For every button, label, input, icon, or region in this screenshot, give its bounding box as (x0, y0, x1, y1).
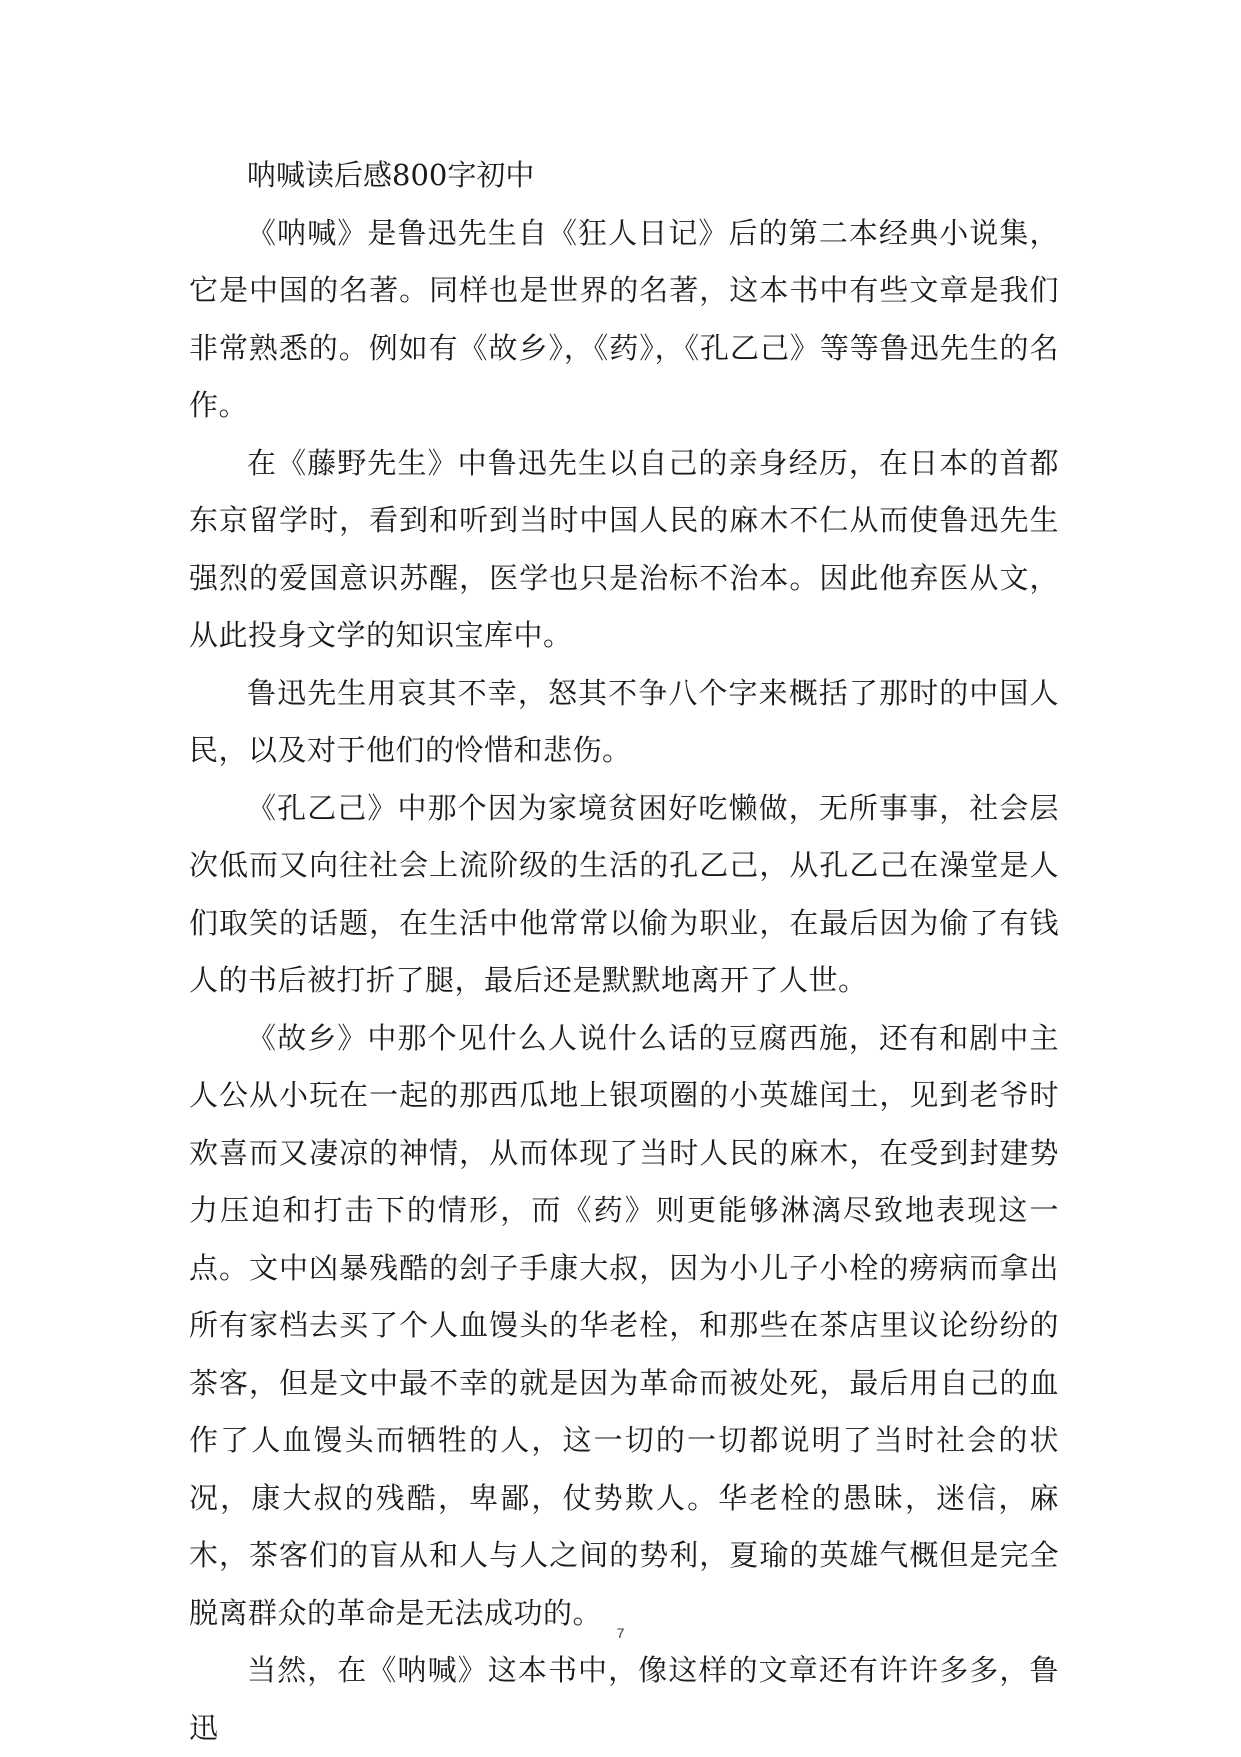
document-body (189, 147, 1059, 1757)
paragraph-2: 在《藤野先生》中鲁迅先生以自己的亲身经历，在日本的首都东京留学时，看到和听到当时中国人民的麻木不仁从而使鲁迅先生强烈的爱国意识苏醒，医学也只是治标不治本。因此他弃医从文，从此投身文学的知识宝库中。 (189, 445, 1059, 652)
page-number: 7 (616, 1625, 625, 1641)
paragraph-1: 《呐喊》是鲁迅先生自《狂人日记》后的第二本经典小说集，它是中国的名著。同样也是世界的名著，这本书中有些文章是我们非常熟悉的。例如有《故乡》，《药》，《孔乙己》等等鲁迅先生的名作。 (189, 215, 1059, 422)
paragraph-4: 《孔乙己》中那个因为家境贫困好吃懒做，无所事事，社会层次低而又向往社会上流阶级的生活的孔乙己，从孔乙己在澡堂是人们取笑的话题，在生活中他常常以偷为职业，在最后因为偷了有钱人的书后被打折了腿，最后还是默默地离开了人世。 (189, 790, 1059, 997)
paragraph-5: 《故乡》中那个见什么人说什么话的豆腐西施，还有和剧中主人公从小玩在一起的那西瓜地上银项圈的小英雄闰土，见到老爷时欢喜而又凄凉的神情，从而体现了当时人民的麻木，在受到封建势力压迫和打击下的情形，而《药》则更能够淋漓尽致地表现这一点。文中凶暴残酷的刽子手康大叔，因为小儿子小栓的痨病而拿出所有家档去买了个人血馒头的华老栓，和那些在茶店里议论纷纷的茶客，但是文中最不幸的就是因为革命而被处死，最后用自己的血作了人血馒头而牺牲的人，这一切的一切都说明了当时社会的状况，康大叔的残酷，卑鄙，仗势欺人。华老栓的愚昧，迷信，麻木，茶客们的盲从和人与人之间的势利，夏瑜的英雄气概但是完全脱离群众的革命是无法成功的。 (189, 1020, 1059, 1630)
paragraph-6: 当然，在《呐喊》这本书中，像这样的文章还有许许多多，鲁迅 (189, 1653, 1059, 1745)
paragraph-3: 鲁迅先生用哀其不幸，怒其不争八个字来概括了那时的中国人民，以及对于他们的怜惜和悲伤。 (189, 675, 1059, 767)
document-title: 呐喊读后感800字初中 (247, 158, 535, 192)
